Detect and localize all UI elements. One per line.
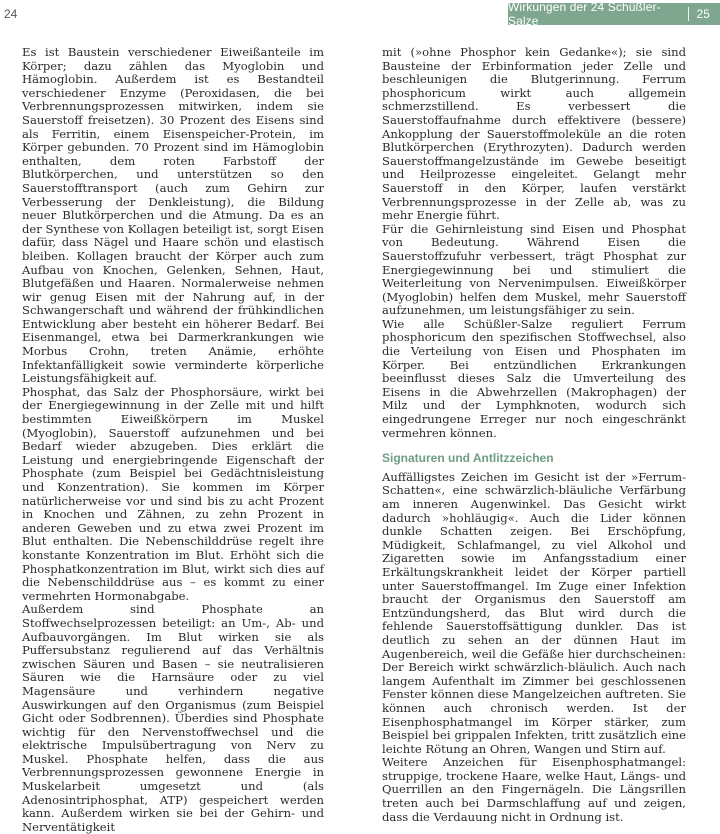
page-number-left: 24 [4, 7, 18, 21]
section-subheading: Signaturen und Antlitzzeichen [382, 451, 554, 466]
paragraph: Wie alle Schüßler-Salze reguliert Ferrum phosphoricum den spezifischen Stoffwechsel, also die Verteilung von Eisen und Phosphaten im Körper. Bei entzündlichen Erkrankungen beeinflusst dieses Salz die Umverteilung des Eisens in die Abwehrzellen (Makrophagen) der Milz und der Lymphknoten, wodurch sich eingedrungene Erreger nur noch eingeschränkt vermehren können. [382, 316, 686, 440]
paragraph: mit (»ohne Phosphor kein Gedanke«); sie sind Bausteine der Erbinformation jeder Zelle und beschleunigen die Blutgerinnung. Ferrum phosphoricum wirkt auch allgemein schmerzstillend. Es verbessert die Sauerstoffaufnahme durch effektivere (bessere) Ankopplung der Sauerstoffmoleküle an die roten Blutkörperchen (Erythrozyten). Dadurch werden Sauerstoffmangelzustände im Gewebe beseitigt und Heilprozesse eingeleitet. Gelangt mehr Sauerstoff in den Körper, laufen verstärkt Verbrennungsprozesse in der Zelle ab, was zu mehr Energie führt. [382, 45, 686, 223]
paragraph: Auffälligstes Zeichen im Gesicht ist der »Ferrum-Schatten«, eine schwärzlich-bläuliche Verfärbung am inneren Augenwinkel. Das Gesicht wirkt dadurch »hohläugig«. Auch die Lider können dunkle Schatten zeigen. Bei Erschöpfung, Müdigkeit, Schlafmangel, zu viel Alkohol und Zigaretten sowie im Anfangsstadium einer Erkältungskrankheit leidet der Körper partiell unter Sauerstoffmangel. Im Zuge einer Infektion braucht der Organismus den Sauerstoff am Entzündungsherd, das Blut wird durch die fehlende Sauerstoffsättigung dunkler. Das ist deutlich zu sehen an der dünnen Haut im Augenbereich, weil die Gefäße hier durchscheinen: Der Bereich wirkt schwärzlich-bläulich. Auch nach langem Aufenthalt im Zimmer bei geschlossenen Fenster können diese Mangelzeichen auftreten. Sie können auch chronisch werden. Ist der Eisenphosphatmangel im Körper stärker, zum Beispiel bei grippalen Infekten, tritt zusätzlich eine leichte Rötung an Ohren, Wangen und Stirn auf. [382, 469, 686, 756]
header-divider [688, 7, 689, 21]
paragraph: Es ist Baustein verschiedener Eiweißanteile im Körper; dazu zählen das Myoglobin und Hämoglobin. Außerdem ist es Bestandteil verschiedener Enzyme (Peroxidasen, die bei Verbrennungsprozessen mitwirken, indem sie Sauerstoff freisetzen). 30 Prozent des Eisens sind als Ferritin, einem Eisenspeicher-Protein, im Körper gebunden. 70 Prozent sind im Hämoglobin enthalten, dem roten Farbstoff der Blutkörperchen, und unterstützen so den Sauerstofftransport (auch zum Gehirn zur Verbesserung der Denkleistung), die Bildung neuer Blutkörperchen und die Atmung. Da es an der Synthese von Kollagen beteiligt ist, sorgt Eisen dafür, dass Nägel und Haare schön und elastisch bleiben. Kollagen braucht der Körper auch zum Aufbau von Knochen, Gelenken, Sehnen, Haut, Blutgefäßen und Haaren. Normalerweise nehmen wir genug Eisen mit der Nahrung auf, in der Schwangerschaft und während der frühkindlichen Entwicklung aber besteht ein höherer Bedarf. Bei Eisenmangel, etwa bei Darmerkrankungen wie Morbus Crohn, treten Anämie, erhöhte Infektanfälligkeit sowie verminderte körperliche Leistungsfähigkeit auf. [22, 45, 324, 386]
section-header-bar [508, 0, 720, 28]
page-number-right: 25 [696, 7, 710, 21]
paragraph: Phosphat, das Salz der Phosphorsäure, wirkt bei der Energiegewinnung in der Zelle mit und hilft bestimmten Eiweißkörpern im Muskel (Myoglobin), Sauerstoff aufzunehmen und bei Bedarf wieder abzugeben. Dies erklärt die Leistung und energiebringende Eigenschaft der Phosphate (zum Beispiel bei Gedächtnisleistung und Konzentration). Sie kommen im Körper natürlicherweise vor und sind bis zu acht Prozent in Knochen und Zähnen, zu zehn Prozent in anderen Geweben und zu etwa zwei Prozent im Blut enthalten. Die Nebenschilddrüse regelt ihre konstante Konzentration im Blut. Erhöht sich die Phosphatkonzentration im Blut, wirkt sich dies auf die Nebenschilddrüse aus – es kommt zu einer vermehrten Hormonabgabe. [22, 384, 324, 603]
paragraph: Außerdem sind Phosphate an Stoffwechselprozessen beteiligt: an Um-, Ab- und Aufbauvorgängen. Im Blut wirken sie als Puffersubstanz regulierend auf das Verhältnis zwischen Säuren und Basen – sie neutralisieren Säuren wie die Harnsäure oder zu viel Magensäure und verhindern negative Auswirkungen auf den Organismus (zum Beispiel Gicht oder Sodbrennen). Überdies sind Phosphate wichtig für den Nervenstoffwechsel und die elektrische Impulsübertragung von Nerv zu Muskel. Phosphate helfen, dass die aus Verbrennungsprozessen gewonnene Energie in Muskelarbeit umgesetzt und (als Adenosintriphosphat, ATP) gespeichert werden kann. Außerdem wirken sie bei der Gehirn- und Nerventätigkeit [22, 602, 324, 834]
left-text-column [22, 46, 324, 834]
right-text-column [382, 46, 686, 824]
paragraph: Weitere Anzeichen für Eisenphosphatmangel: struppige, trockene Haare, welke Haut, Längs- und Querrillen an den Fingernägeln. Die Längsrillen treten auch bei Darmschlaffung auf und zeigen, dass die Verdauung nicht in Ordnung ist. [382, 755, 686, 824]
paragraph: Für die Gehirnleistung sind Eisen und Phosphat von Bedeutung. Während Eisen die Sauerstoffzufuhr verbessert, trägt Phosphat zur Energiegewinnung bei und stimuliert die Weiterleitung von Nervenimpulsen. Eiweißkörper (Myoglobin) helfen dem Muskel, mehr Sauerstoff aufzunehmen, um leistungsfähiger zu sein. [382, 221, 686, 318]
section-title: Wirkungen der 24 Schüßler-Salze [508, 0, 661, 28]
